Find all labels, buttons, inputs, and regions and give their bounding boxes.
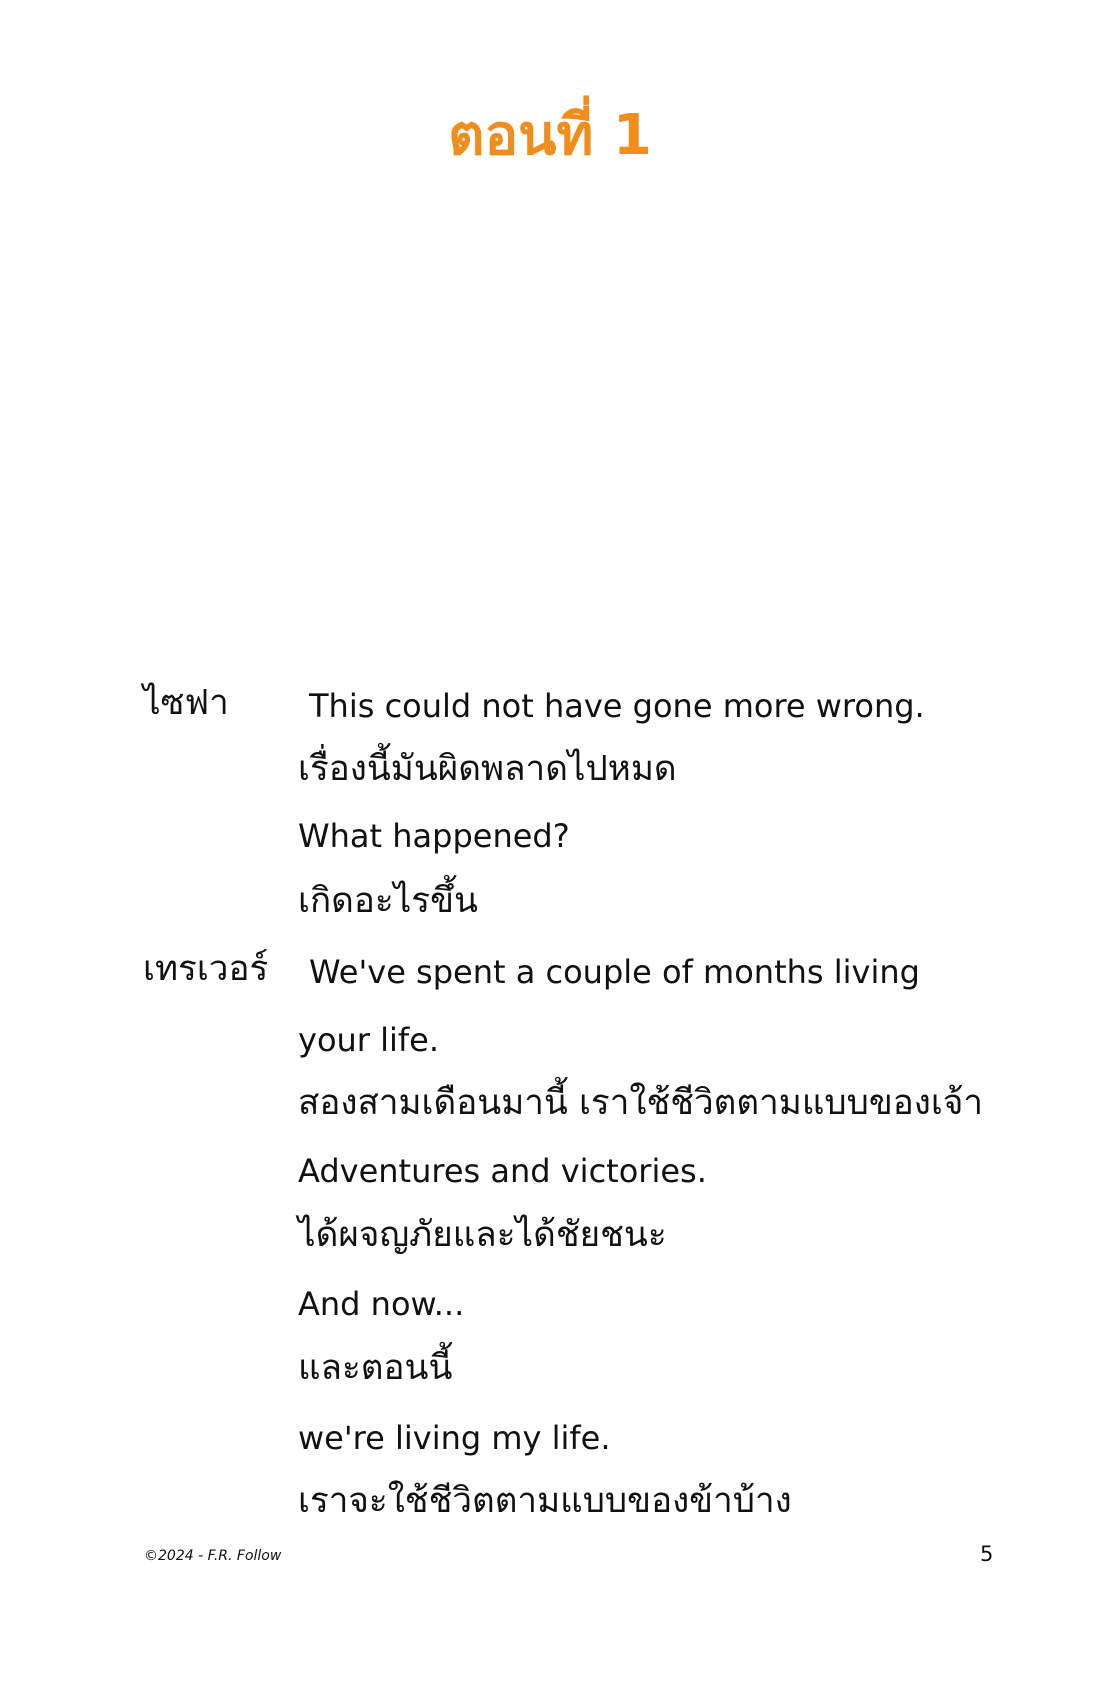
dialogue-line: ได้ผจญภัยและได้ชัยชนะ [298,1215,667,1255]
chapter-title: ตอนที่ 1 [448,103,652,168]
dialogue-line: สองสามเดือนมานี้ เราใช้ชีวิตตามแบบของเจ้า [298,1083,983,1123]
dialogue-line: เรื่องนี้มันผิดพลาดไปหมด [298,749,677,789]
speaker-name: เทรเวอร์ [143,949,269,989]
dialogue-line: We've spent a couple of months living [309,953,920,991]
dialogue-line: we're living my life. [298,1419,611,1457]
dialogue-line: What happened? [298,817,570,855]
dialogue-line: your life. [298,1021,440,1059]
copyright-notice: ©2024 - F.R. Follow [144,1548,282,1564]
dialogue-line: และตอนนี้ [298,1348,453,1388]
dialogue-line: This could not have gone more wrong. [309,687,925,725]
dialogue-line: เราจะใช้ชีวิตตามแบบของข้าบ้าง [298,1481,792,1521]
dialogue-line: เกิดอะไรขึ้น [298,881,478,921]
dialogue-line: And now... [298,1285,465,1323]
page-number: 5 [980,1542,994,1566]
dialogue-line: Adventures and victories. [298,1152,707,1190]
speaker-name: ไซฟา [143,683,229,723]
